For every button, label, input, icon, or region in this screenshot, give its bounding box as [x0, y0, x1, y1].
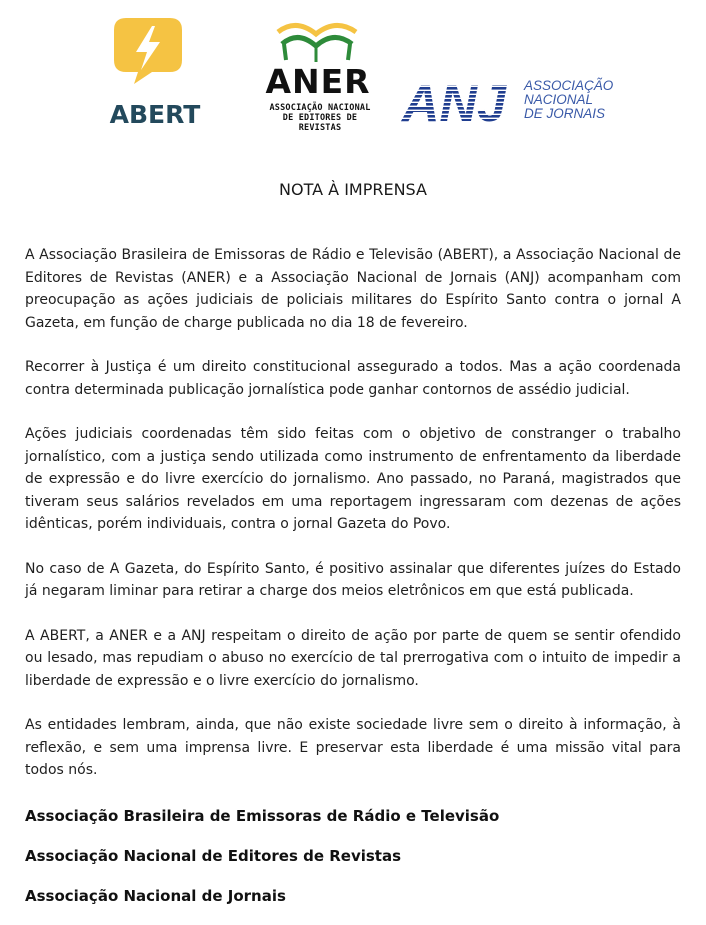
signature-abert: Associação Brasileira de Emissoras de Rádio e Televisão [25, 807, 500, 825]
open-book-icon [272, 14, 362, 66]
anj-logo-mark [400, 75, 522, 127]
signature-aner: Associação Nacional de Editores de Revistas [25, 847, 402, 865]
anj-subtitle-line1: ASSOCIAÇÃO [524, 78, 614, 93]
abert-logo [100, 12, 210, 129]
paragraph: Recorrer à Justiça é um direito constitucional assegurado a todos. Mas a ação coordenada contra determinada publicação jornalística pode ganhar contornos de assédio judicial. [25, 359, 681, 398]
paragraph: No caso de A Gazeta, do Espírito Santo, é positivo assinalar que diferentes juízes do Estado já negaram liminar para retirar a charge dos meios eletrônicos em que está publicada. [25, 560, 681, 599]
paragraph: As entidades lembram, ainda, que não existe sociedade livre sem o direito à informação, à reflexão, e sem uma imprensa livre. E preservar esta liberdade é uma missão vital para todos nós. [25, 717, 681, 778]
logo-header [0, 0, 706, 140]
aner-logo-text: ANER [265, 62, 371, 101]
abert-logo-text: ABERT [109, 100, 201, 129]
aner-subtitle-line1: ASSOCIAÇÃO NACIONAL [269, 103, 371, 113]
aner-subtitle-line2: DE EDITORES DE REVISTAS [282, 113, 358, 133]
anj-subtitle-line3: DE JORNAIS [524, 106, 606, 121]
signature-anj: Associação Nacional de Jornais [25, 887, 286, 905]
anj-subtitle-line2: NACIONAL [524, 92, 594, 107]
press-note-body [25, 244, 681, 804]
page-title: NOTA À IMPRENSA [279, 180, 427, 199]
lightning-bolt-icon [112, 16, 184, 86]
aner-logo [262, 14, 378, 133]
paragraph: A Associação Brasileira de Emissoras de Rádio e Televisão (ABERT), a Associação Nacional de Editores de Revistas (ANER) e a Associação Nacional de Jornais (ANJ) acompanham com preocupação as ações judiciais de policiais militares do Espírito Santo contra o jornal A Gazeta, em função de charge publicada no dia 18 de fevereiro. [25, 247, 681, 331]
anj-logo-text: ANJ [402, 75, 507, 127]
anj-logo [400, 75, 630, 130]
paragraph: A ABERT, a ANER e a ANJ respeitam o direito de ação por parte de quem se sentir ofendido ou lesado, mas repudiam o abuso no exercício de tal prerrogativa com o intuito de impedir a liberdade de expressão e o livre exercício do jornalismo. [25, 627, 681, 689]
paragraph: Ações judiciais coordenadas têm sido feitas com o objetivo de constranger o trabalho jornalístico, com a justiça sendo utilizada como instrumento de enfrentamento da liberdade de expressão e do livre exercício do jornalismo. Ano passado, no Paraná, magistrados que tiveram seus salários revelados em uma reportagem ingressaram com dezenas de ações idênticas, porém individuais, contra o jornal Gazeta do Povo. [25, 426, 681, 532]
signature-block [25, 805, 681, 925]
